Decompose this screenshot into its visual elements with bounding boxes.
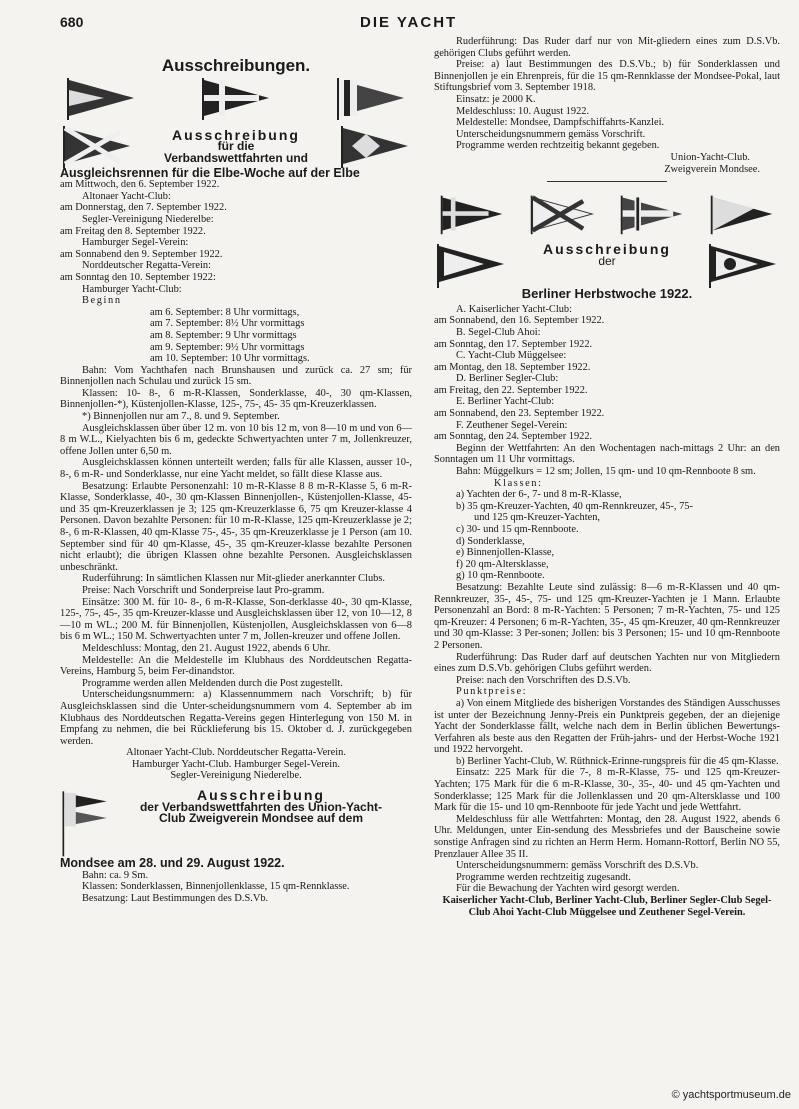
ann3-meldeschluss: Meldeschluss für alle Wettfahrten: Montag, den 28. August 1922, abends 6 Uhr. Meldungen, unter Ein-sendung des Messbriefes und der Bauscheine sowie sonstige Anfragen sind zu richten an Herrn Herm. Homann-Rottorf, Berlin NO 55, Prenzlauer Allee 35 II. (434, 813, 780, 860)
right-column (434, 36, 780, 918)
ann2-bahn: Bahn: ca. 9 Sm. (82, 869, 149, 881)
ann2-sign-1: Union-Yacht-Club. (670, 151, 750, 163)
ann1-beginn-2: am 7. September: 8½ Uhr vormittags (150, 318, 305, 330)
ann3-line-1: A. Kaiserlicher Yacht-Club: (456, 303, 573, 315)
ann2-preise: Preise: a) laut Bestimmungen des D.S.Vb.; b) für Sonderklassen und Binnenjollen je ein Ehrenpreis, für die 15 qm-Rennklasse der Mondsee-Pokal, laut Stiftungsbrief vom 3. September 1918. (434, 59, 780, 94)
ann3-bahn: Bahn: Müggelkurs = 12 sm; Jollen, 15 qm- und 10 qm-Rennboote 8 sm. (456, 466, 756, 478)
cross-light-pennant-flag-icon (618, 192, 686, 236)
ann2-sign-2: Zweigverein Mondsee. (664, 163, 760, 175)
flag-row-right (438, 192, 776, 236)
ann1-meldestelle: Meldestelle: An die Meldestelle im Klubhaus des Norddeutschen Regatta-Vereins, Hamburg 5, beim Fer-dinandstor. (60, 654, 412, 678)
ann1-sign-1: Altonaer Yacht-Club. Norddeutscher Regatta-Verein. (126, 747, 346, 759)
ann1-sub2: Ausgleichsrennen für die Elbe-Woche auf der Elbe (60, 165, 360, 180)
ann1-ausgleich2: Ausgleichsklassen können unterteilt werden; falls für alle Klassen, ausser 10-, 8-, 6 m-R- und Sonderklasse, nur eine Yacht meldet, so fällt diese Klasse aus. (60, 457, 412, 481)
ann1-einsatz: Einsätze: 300 M. für 10- 8-, 6 m-R-Klasse, Son-derklasse 40-, 30 qm-Klasse, 125-, 75-, 45-, 35 qm-Kreuzer-klasse und Ausgleichsklassen über 12, von 10—12, 8—10 m WL.; 200 M. für Binnenjollen, Küstenjollen, Ausgleichsklassen von 6—8 bis 6 m WL.; 150 M. Schwertyachten unter 7 m, Jollen-kreuzer und offene Jollen. (60, 596, 412, 643)
ann3-der: der (598, 253, 616, 268)
ann1-bahn: Bahn: Vom Yachthafen nach Brunshausen und zurück ca. 27 sm; für Binnenjollen nach Schulau und zurück 15 sm. (60, 364, 412, 388)
emblem-pennant-flag-icon (706, 240, 780, 288)
running-head: DIE YACHT (360, 14, 458, 31)
watermark: © yachtsportmuseum.de (671, 1089, 791, 1101)
page-number: 680 (60, 14, 84, 30)
ann1-beginn-5: am 10. September: 10 Uhr vormittags. (150, 353, 310, 365)
ann1-beginn-label: Beginn (82, 295, 122, 307)
ann1-besatzung: Besatzung: Erlaubte Personenzahl: 10 m-R-Klasse 8 8 m-R-Klasse 5, 6 m-R-Klasse, Sonderklasse, 40-, 30 qm-Klassen Binnenjollen-, Küstenjollen-Klasse, 45- und 35 qm-Kreuzerklassen je 3; 125 qm-Kreuzerklasse 6, 75 qm Kreuzer-klasse 4 Personen. Davon bezahlte Personen: für 10 m-R-Klasse, 125 qm-Kreuzerklasse je 2; 8-, 6 m-R-Klassen, 40 qm-Klasse 75-, 45-, 35 qm-Kreuzerklasse je 1 Person (am 10. September sind für 40 qm-Klasse, 45-, 35 qm-Kreuzer-klasse bezahlte Personen nicht erlaubt); die übrigen Klassen ohne bezahlte Personen. Ausgleichsklassen unbeschränkt. (60, 480, 412, 573)
ann3-line-11: F. Zeuthener Segel-Verein: (456, 419, 568, 431)
ann2-klassen: Klassen: Sonderklassen, Binnenjollenklasse, 15 qm-Rennklasse. (82, 881, 350, 893)
ann1-programme: Programme werden allen Meldenden durch die Post zugestellt. (82, 677, 343, 689)
ann1-ausgleich: Ausgleichsklassen über über 12 m. von 10 bis 12 m, von 8—10 m und von 6—8 m W.L., Kielyachten bis 6 m, gedeckte Schwertyachten unter 7 m, Jollenkreuzer, offene Jollen unter 6,50 m. (60, 422, 412, 457)
ann3-heading-row (434, 240, 780, 288)
diamond-pennant-flag-icon (338, 124, 412, 168)
ann2-meldeschluss: Meldeschluss: 10. August 1922. (456, 105, 590, 117)
cross-pennant-flag-icon (199, 76, 273, 120)
ann3-klasse-d: d) Sonderklasse, (456, 535, 525, 547)
ann3-klasse-f: f) 20 qm-Altersklasse, (456, 558, 549, 570)
ann3-line-9: E. Berliner Yacht-Club: (456, 396, 555, 408)
ann3-sub: Berliner Herbstwoche 1922. (521, 286, 693, 302)
ann2-meldestelle: Meldestelle: Mondsee, Dampfschiffahrts-Kanzlei. (456, 117, 665, 129)
ann3-line-12: am Sonntag, den 24. September 1922. (434, 431, 593, 443)
ann3-punkt-a: a) Von einem Mitgliede des bisherigen Vorstandes des Ständigen Ausschusses ist unter der Bezeichnung Jenny-Preis ein Punktpreis gegeben, der an diejenige Yacht der Sonderklasse fällt, welche nach dem in Berlin üblichen Bewertungs-Verfahren als beste aus den Regatten der Früh-jahrs- und der Herbst-Woche 1921 und 1922 hervorgeht. (434, 697, 780, 756)
ann1-klassen: Klassen: 10- 8-, 6 m-R-Klassen, Sonderklasse, 40-, 30 qm-Klassen, Binnenjollen-*), Küstenjollen-Klasse, 125-, 75-, 45- 35 qm-Kreuzerklassen. (60, 387, 412, 411)
ann2-ruder: Ruderführung: Das Ruder darf nur von Mit-gliedern eines zum D.S.Vb. gehörigen Clubs geführt werden. (434, 36, 780, 59)
ann1-sub1: Verbandswettfahrten und (163, 150, 309, 165)
ann1-ruder: Ruderführung: In sämtlichen Klassen nur Mit-glieder anerkannter Clubs. (82, 573, 385, 585)
ann1-for: für die (217, 139, 255, 154)
ann3-line-10: am Sonnabend, den 23. September 1922. (434, 408, 605, 420)
ann1-beginn-1: am 6. September: 8 Uhr vormittags, (150, 306, 300, 318)
ann3-programme: Programme werden rechtzeitig zugesandt. (456, 871, 631, 883)
ann1-heading-row (60, 124, 412, 168)
ann2-sub2: Club Zweigverein Mondsee auf dem (158, 811, 364, 826)
ann1-footnote: *) Binnenjollen nur am 7., 8. und 9. September. (82, 411, 280, 423)
ann3-beginn: Beginn der Wettfahrten: An den Wochentagen nach-mittags 2 Uhr: an den Sonntagen um 11 Uhr vormittags. (434, 442, 780, 466)
ann3-klasse-b2: und 125 qm-Kreuzer-Yachten, (474, 512, 600, 524)
ann3-klassen-label: Klassen: (494, 477, 543, 489)
ann3-besatzung: Besatzung: Bezahlte Leute sind zulässig: 8—6 m-R-Klassen und 40 qm-Rennkreuzer, 35-, 45-, 75- und 125 qm-Kreuzer-Yachten je 1 Mann. Erlaubte Personenzahl an Bord: 8 m-R-Yachten: 5 Personen; 7 m-R-Yachten, 75- und 125 qm-Kreuzer: 4 Personen; 6 m-R-Yachten, 35-, 45 qm-Kreuzer, 40 qm-Rennkreuzer und 30 qm-Klasse: 3 Per-sonen; Jollen: bis 3 Personen; 15- und 10 qm-Rennboote 2 Personen. (434, 581, 780, 651)
ann3-line-8: am Freitag, den 22. September 1922. (434, 384, 588, 396)
ann3-klasse-g: g) 10 qm-Rennboote. (456, 570, 545, 582)
ann1-beginn-3: am 8. September: 9 Uhr vormittags (150, 329, 297, 341)
ann3-sign: Kaiserlicher Yacht-Club, Berliner Yacht-Club, Berliner Segler-Club Segel-Club Ahoi Yacht-Club Müggelsee und Zeuthener Segel-Verein. (442, 895, 772, 918)
ann2-unterscheidung: Unterscheidungsnummern gemäss Vorschrift. (456, 128, 646, 140)
page-header (60, 14, 789, 36)
ann3-bewachung: Für die Bewachung der Yachten wird gesorgt werden. (456, 883, 680, 895)
ann1-heading: Ausschreibung (172, 126, 300, 143)
flag-row-top (64, 76, 408, 120)
ann1-line-5: am Freitag den 8. September 1922. (60, 225, 206, 237)
ann2-heading: Ausschreibung (197, 787, 325, 804)
ann3-klasse-a: a) Yachten der 6-, 7- und 8 m-R-Klasse, (456, 489, 622, 501)
saltire-light-pennant-flag-icon (528, 192, 596, 236)
diagonal-pennant-flag-icon (708, 192, 776, 236)
ann3-line-3: B. Segel-Club Ahoi: (456, 326, 541, 338)
vertical-pennant-flag-icon (60, 788, 110, 858)
ann1-beginn-4: am 9. September: 9½ Uhr vormittags (150, 341, 305, 353)
ann1-line-3: am Donnerstag, den 7. September 1922. (60, 202, 227, 214)
ann1-unterscheidung: Unterscheidungsnummern: a) Klassennummern nach Vorschrift; b) für Ausgleichsklassen sind die Unter-scheidungsnummern vom 4. September ab im Klubhaus des Norddeutschen Regatta-Vereins gegen Hinterlegung von 150 M. in Empfang zu nehmen, die bei Rücklieferung bis 15. Oktober d. J. zurückgegeben werden. (60, 689, 412, 747)
ann1-sign-3: Segler-Vereinigung Niederelbe. (170, 770, 302, 782)
ann3-preise: Preise: nach den Vorschriften des D.S.Vb. (456, 674, 631, 686)
ann3-punkt-b: b) Berliner Yacht-Club, W. Rüthnick-Erinne-rungspreis für die 45 qm-Klasse. (456, 755, 779, 767)
ann3-heading: Ausschreibung (543, 241, 671, 258)
left-column (60, 46, 412, 904)
bordered-pennant-flag-icon (434, 240, 508, 288)
ann1-preise: Preise: Nach Vorschrift und Sonderpreise laut Pro-gramm. (82, 584, 325, 596)
pennant-flag-icon (64, 76, 138, 120)
ann2-sub1: der Verbandswettfahrten des Union-Yacht- (139, 799, 383, 814)
ann1-sign-2: Hamburger Yacht-Club. Hamburger Segel-Verein. (132, 758, 340, 770)
ann1-line-7: am Sonnabend den 9. September 1922. (60, 248, 223, 260)
ann2-besatzung: Besatzung: Laut Bestimmungen des D.S.Vb. (82, 892, 269, 904)
ann2-programme: Programme werden rechtzeitig bekannt gegeben. (456, 140, 660, 152)
ann3-unterscheidung: Unterscheidungsnummern: gemäss Vorschrift des D.S.Vb. (456, 860, 699, 872)
saltire-pennant-flag-icon (60, 124, 134, 168)
ann1-line-4: Segler-Vereinigung Niederelbe: (82, 213, 214, 225)
ann3-punktpreise-label: Punktpreise: (456, 686, 528, 698)
ann3-line-6: am Montag, den 18. September 1922. (434, 361, 591, 373)
section-divider (547, 181, 667, 182)
ann1-line-8: Norddeutscher Regatta-Verein: (82, 260, 211, 272)
ann1-line-1: am Mittwoch, den 6. September 1922. (60, 179, 220, 191)
ann1-line-10: Hamburger Yacht-Club: (82, 283, 182, 295)
ann3-klasse-c: c) 30- und 15 qm-Rennboote. (456, 524, 579, 535)
ann3-ruder: Ruderführung: Das Ruder darf auf deutschen Yachten nur von Mitgliedern eines zum D.S.Vb. gehörigen Clubs geführt werden. (434, 651, 780, 675)
ann2-heading-row (60, 788, 412, 858)
dark-pennant-flag-icon (438, 192, 506, 236)
ann1-line-2: Altonaer Yacht-Club: (82, 190, 171, 202)
ann3-line-4: am Sonntag, den 17. September 1922. (434, 338, 593, 350)
ann1-line-9: am Sonntag den 10. September 1922: (60, 271, 216, 283)
ann3-klasse-b: b) 35 qm-Kreuzer-Yachten, 40 qm-Rennkreuzer, 45-, 75- (456, 500, 693, 512)
ann2-einsatz: Einsatz: je 2000 K. (456, 93, 536, 105)
ann3-line-2: am Sonnabend, den 16. September 1922. (434, 315, 605, 327)
ann1-meldeschluss: Meldeschluss: Montag, den 21. August 1922, abends 6 Uhr. (82, 642, 331, 654)
striped-pennant-flag-icon (334, 76, 408, 120)
ann3-einsatz: Einsatz: 225 Mark für die 7-, 8 m-R-Klasse, 75- und 125 qm-Kreuzer-Yachten; 175 Mark für die 6 m-R-Klasse, 30-, 35-, 40- und 45 qm-Yachten und Sonderklasse; 125 Mark für die Jollenklassen und 20 qm-Altersklasse und 100 Mark für die 15- und 10 qm-Rennboote für jede Yacht und jede Wettfahrt. (434, 767, 780, 814)
ann1-line-6: Hamburger Segel-Verein: (82, 237, 189, 249)
ann2-sub3: Mondsee am 28. und 29. August 1922. (60, 856, 285, 871)
ann3-line-5: C. Yacht-Club Müggelsee: (456, 350, 567, 362)
section-title: Ausschreibungen. (161, 56, 311, 75)
ann3-line-7: D. Berliner Segler-Club: (456, 373, 559, 385)
ann3-klasse-e: e) Binnenjollen-Klasse, (456, 547, 555, 559)
